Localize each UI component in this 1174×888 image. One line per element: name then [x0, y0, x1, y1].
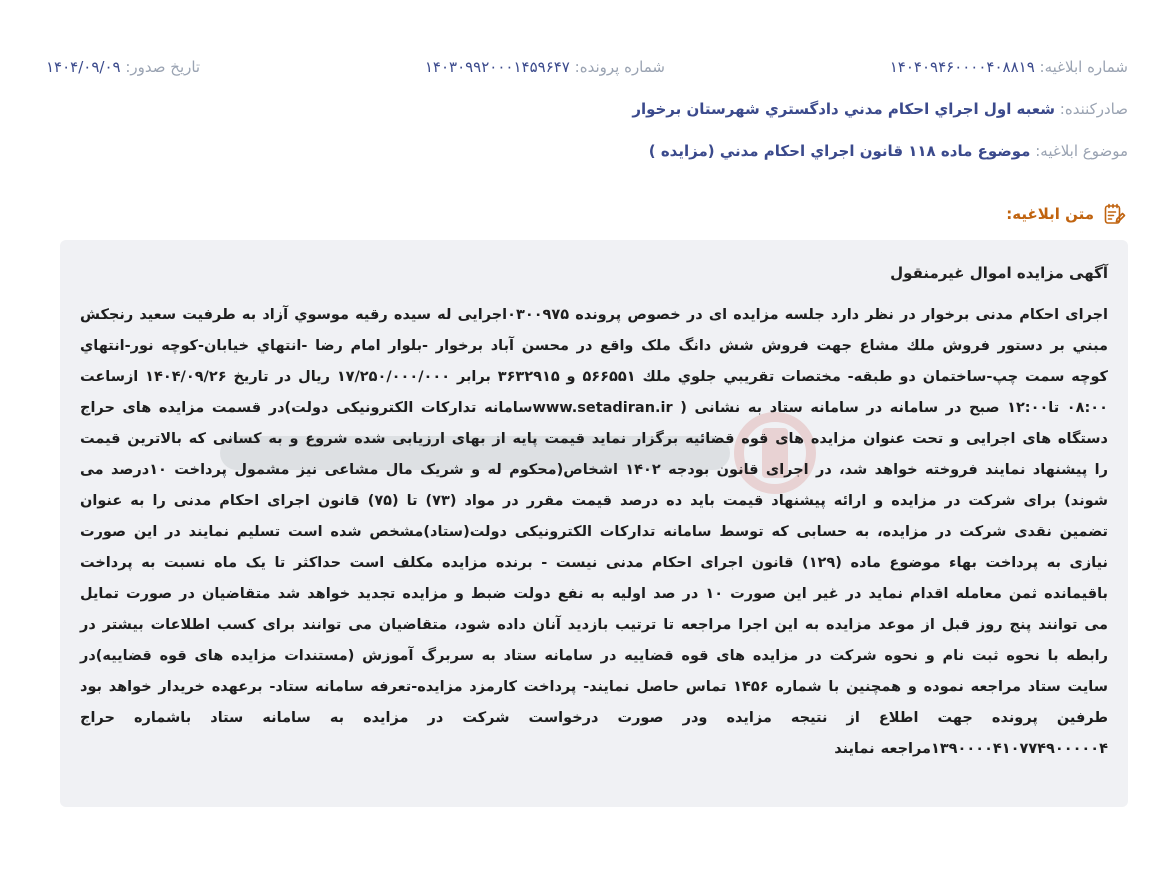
header-meta-row — [46, 58, 1128, 82]
subject-value: موضوع ماده ۱۱۸ قانون اجراي احكام مدني (مزايده ) — [648, 142, 1031, 160]
case-number-label: شماره پرونده: — [574, 58, 665, 76]
notice-body-text: اجرای احکام مدنی برخوار در نظر دارد جلسه مزایده ای در خصوص پرونده ۰۳۰۰۹۷۵اجرایی له سیده رقيه موسوي آزاد به طرفیت سعید رنجكش مبني بر دستور فروش ملك مشاع جهت فروش شش دانگ ملک واقع در محسن آباد برخوار -بلوار امام رضا -انتهاي خيابان-كوچه نور-انتهاي كوچه سمت چپ-ساختمان دو طبقه- مختصات تقريبي جلوي ملك ۵۶۶۵۵۱ و ۳۶۳۲۹۱۵ برابر ۱۷/۲۵۰/۰۰۰/۰۰۰ ریال در تاریخ ۱۴۰۴/۰۹/۲۶ ازساعت ۰۸:۰۰ تا۱۲:۰۰ صبح در سامانه در سامانه ستاد به نشانی ( www.setadiran.irسامانه تدارکات الکترونیکی دولت)در قسمت مزایده های حراج دستگاه های اجرایی و تحت عنوان مزایده های قوه قضائیه برگزار نماید قیمت پایه از بهای ارزیابی شده شروع و به کسانی که بالاترین قیمت را پیشنهاد نمایند فروخته خواهد شد، در اجرای قانون بودجه ۱۴۰۲ اشخاص(محکوم له و شریک مال مشاعی نیز مشمول پرداخت ۱۰درصد می شوند) برای شرکت در مزایده و ارائه پیشنهاد قیمت باید ده درصد قیمت مقرر در مواد (۷۳) تا (۷۵) قانون اجرای احکام مدنی را به عنوان تضمین نقدی شرکت در مزایده، به حسابی که توسط سامانه تدارکات الکترونیکی دولت(ستاد)مشخص شده است تسلیم نمایند در این صورت نیازی به پرداخت بهاء موضوع ماده (۱۲۹) قانون اجرای احکام مدنی نیست - برنده مزایده مکلف است حداکثر تا یک ماه نسبت به پرداخت باقیمانده ثمن معامله اقدام نماید در غیر این صورت ۱۰ در صد اولیه به نفع دولت ضبط و مزایده تجدید خواهد شد متقاضیان در صورت تمایل می توانند پنج روز قبل از موعد مزایده به این اجرا مراجعه تا ترتیب بازدید آنان داده شود، متقاضیان می توانند برای کسب اطلاعات بیشتر در رابطه با نحوه ثبت نام و نحوه شرکت در مزایده های قوه قضاییه در سامانه ستاد به سربرگ آموزش (مستندات مزایده های قوه قضاییه)در سایت ستاد مراجعه نموده و همچنین با شماره ۱۴۵۶ تماس حاصل نمایند- پرداخت کارمزد مزایده-تعرفه سامانه ستاد- برعهده خریدار خواهد بود طرفین پرونده جهت اطلاع از نتیجه مزایده ودر صورت درخواست شرکت در مزایده به سامانه ستاد باشماره حراج ۱۳۹۰۰۰۰۴۱۰۷۷۴۹۰۰۰۰۰۴مراجعه نمایند — [80, 307, 1109, 757]
subject-label: موضوع ابلاغیه: — [1035, 142, 1128, 160]
document-pen-icon — [1102, 202, 1126, 226]
notice-number-field — [890, 58, 1128, 82]
section-title — [1006, 202, 1126, 226]
notice-number-label: شماره ابلاغیه: — [1039, 58, 1128, 76]
issue-date-value: ۱۴۰۴/۰۹/۰۹ — [46, 58, 121, 76]
notice-heading: آگهی مزایده اموال غیرمنقول — [890, 264, 1108, 282]
issue-date-label: تاریخ صدور: — [125, 58, 201, 76]
issuer-label: صادرکننده: — [1059, 100, 1128, 118]
issue-date-field — [46, 58, 200, 82]
notice-text-box — [60, 240, 1128, 807]
subject-row — [46, 142, 1128, 160]
case-number-field — [425, 58, 665, 82]
section-title-text: متن ابلاغیه: — [1006, 205, 1094, 223]
issuer-row — [46, 100, 1128, 118]
issuer-value: شعبه اول اجراي احكام مدني دادگستري شهرستان برخوار — [632, 100, 1055, 118]
notice-number-value: ۱۴۰۴۰۹۴۶۰۰۰۰۴۰۸۸۱۹ — [889, 58, 1035, 76]
case-number-value: ۱۴۰۳۰۹۹۲۰۰۰۱۴۵۹۶۴۷ — [424, 58, 570, 76]
